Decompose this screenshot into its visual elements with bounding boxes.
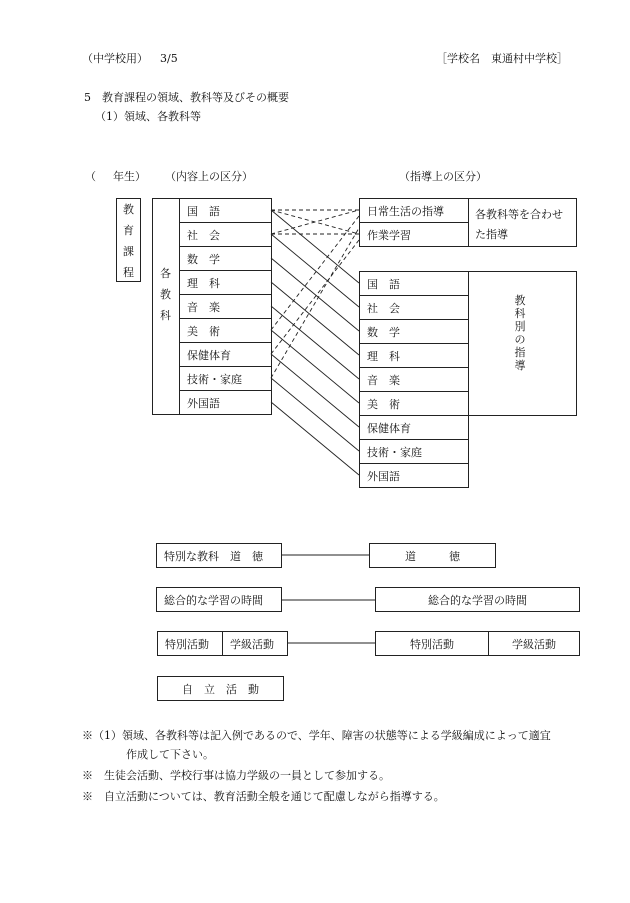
left-subject-3: 理 科 — [179, 270, 272, 295]
note-3: ※ 自立活動については、教育活動全般を通じて配慮しながら指導する。 — [82, 790, 445, 803]
connector-line — [271, 354, 359, 427]
curriculum-char: 育 — [123, 224, 134, 237]
connector-line — [271, 402, 359, 475]
curriculum-char: 教 — [123, 203, 134, 216]
left-subject-8: 外国語 — [179, 390, 272, 415]
right-subject-0: 国 語 — [359, 271, 469, 296]
subject-guidance-char: 導 — [514, 359, 526, 372]
special-activities-left: 特別活動 — [157, 631, 223, 656]
right-subject-4: 音 楽 — [359, 367, 469, 392]
subject-guidance-char: 教 — [514, 294, 526, 307]
note-2: ※ 生徒会活動、学校行事は協力学級の一員として参加する。 — [82, 769, 390, 782]
left-subject-7: 技術・家庭 — [179, 366, 272, 391]
moral-education-left: 特別な教科 道 徳 — [156, 543, 282, 568]
dashed-connector — [271, 240, 359, 354]
subject-guidance-char: 指 — [514, 346, 526, 359]
right-subject-7: 技術・家庭 — [359, 439, 469, 464]
year-open-paren: （ — [85, 170, 96, 183]
right-subject-3: 理 科 — [359, 343, 469, 368]
instruction-division-label: （指導上の区分） — [399, 170, 487, 183]
right-subject-1: 社 会 — [359, 295, 469, 320]
connector-line — [271, 234, 359, 307]
subject-guidance-char: 科 — [514, 307, 526, 320]
content-division-label: （内容上の区分） — [165, 170, 253, 183]
self-reliance-activities: 自 立 活 動 — [157, 676, 284, 701]
connector-line — [271, 330, 359, 403]
dashed-connector — [271, 228, 359, 378]
connector-line — [271, 306, 359, 379]
page-number: 3/5 — [160, 52, 178, 65]
right-subject-8: 外国語 — [359, 463, 469, 488]
school-name: ［学校名 東通村中学校］ — [436, 52, 568, 65]
daily-life-guidance: 日常生活の指導 — [359, 198, 469, 223]
note-1: ※（1）領域、各教科等は記入例であるので、学年、障害の状態等による学級編成によって適宜 — [82, 729, 551, 742]
combined-guidance-note: 各教科等を合わせた指導 — [475, 208, 563, 241]
right-subject-5: 美 術 — [359, 391, 469, 416]
subject-guidance-char: の — [514, 333, 526, 346]
moral-education-right: 道 徳 — [369, 543, 496, 568]
subject-guidance-char: 別 — [514, 320, 526, 333]
year-label: 年生） — [113, 170, 146, 183]
integrated-study-left: 総合的な学習の時間 — [156, 587, 282, 612]
integrated-study-right: 総合的な学習の時間 — [375, 587, 580, 612]
section-title: 5 教育課程の領域、教科等及びその概要 — [84, 91, 289, 104]
section-subtitle: （1）領域、各教科等 — [95, 110, 201, 123]
curriculum-char: 程 — [123, 266, 134, 279]
curriculum-char: 課 — [123, 245, 134, 258]
homeroom-activities-right: 学級活動 — [488, 631, 580, 656]
connector-line — [271, 378, 359, 451]
right-subject-2: 数 学 — [359, 319, 469, 344]
left-subject-5: 美 術 — [179, 318, 272, 343]
left-subject-0: 国 語 — [179, 198, 272, 223]
subjects-group-char: 教 — [160, 288, 171, 301]
work-study: 作業学習 — [359, 222, 469, 247]
right-subject-6: 保健体育 — [359, 415, 469, 440]
subjects-group-char: 科 — [160, 309, 171, 322]
connector-line — [271, 210, 359, 283]
left-subject-2: 数 学 — [179, 246, 272, 271]
homeroom-activities-left: 学級活動 — [222, 631, 288, 656]
subjects-group-char: 各 — [160, 267, 171, 280]
connector-line — [271, 258, 359, 331]
left-subject-1: 社 会 — [179, 222, 272, 247]
special-activities-right: 特別活動 — [375, 631, 489, 656]
connector-line — [271, 282, 359, 355]
left-subject-4: 音 楽 — [179, 294, 272, 319]
school-level-label: （中学校用） — [82, 52, 148, 65]
note-1-continued: 作成して下さい。 — [126, 748, 214, 761]
dashed-connector — [271, 216, 359, 330]
left-subject-6: 保健体育 — [179, 342, 272, 367]
